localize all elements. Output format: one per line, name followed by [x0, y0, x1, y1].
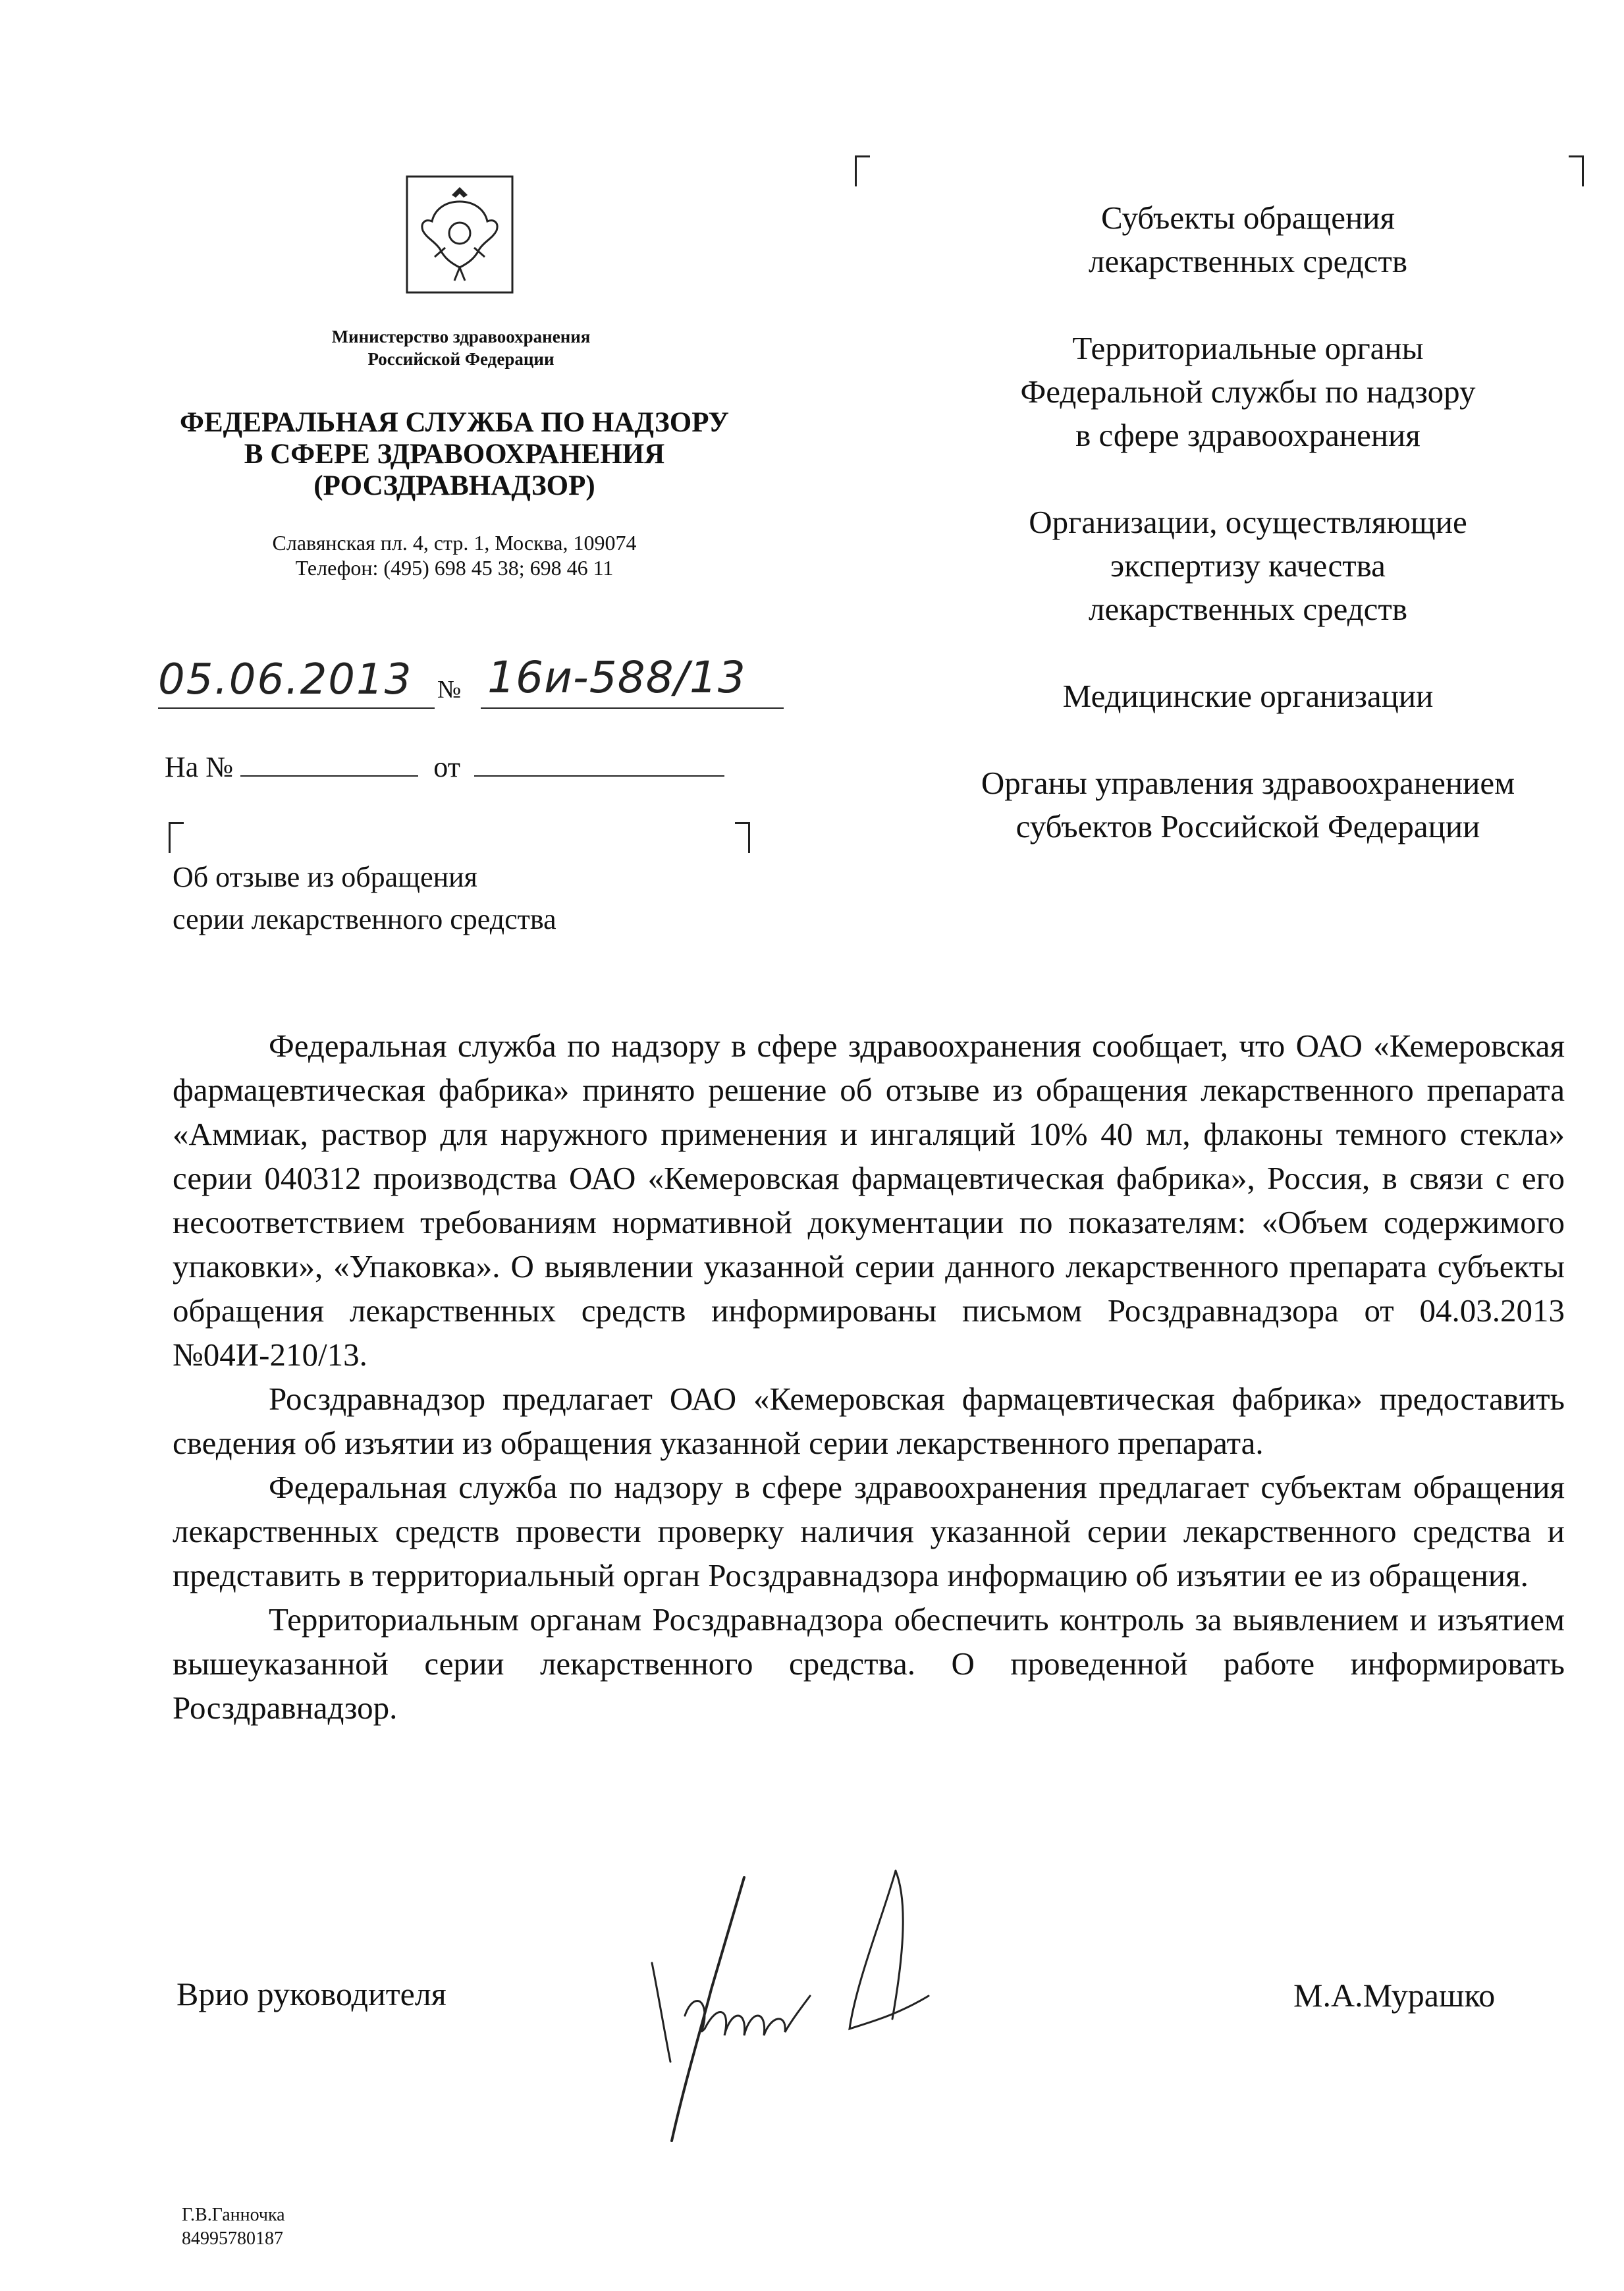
body-paragraph: Федеральная служба по надзору в сфере здравоохранения сообщает, что ОАО «Кемеровская фармацевтическая фабрика» принято решение об отзыве из обращения лекарственного препарата «Аммиак, раствор для наружного применения и ингаляций 10% 40 мл, флаконы темного стекла» серии 040312 производства ОАО «Кемеровская фармацевтическая фабрика», Россия, в связи с его несоответствием требованиям нормативной документации по показателям: «Объем содержимого упаковки», «Упаковка». О выявлении указанной серии данного лекарственного препарата субъекты обращения лекарственных средств информированы письмом Росздравнадзора от 04.03.2013 №04И-210/13.: [173, 1028, 1565, 1373]
handwritten-signature: [632, 1864, 975, 2174]
date-underline: [158, 706, 435, 710]
executor-block: [182, 2203, 285, 2251]
recipient: Органы управления здравоохранением субъектов Российской Федерации: [981, 765, 1515, 844]
address-block: [198, 530, 711, 580]
registration-date: 05.06.2013: [158, 655, 413, 704]
recipients-list: [889, 196, 1607, 892]
phone: Телефон: (495) 698 45 38; 698 46 11: [295, 556, 614, 580]
reply-number-line: [240, 752, 418, 777]
signatory-name: М.А.Мурашко: [1293, 1977, 1496, 2014]
recipient: Организации, осуществляющие экспертизу качества лекарственных средств: [1029, 504, 1467, 627]
executor-phone: 84995780187: [182, 2228, 283, 2249]
executor-name: Г.В.Ганночка: [182, 2205, 285, 2225]
russian-coat-of-arms-icon: [406, 175, 514, 294]
letter-subject: Об отзыве из обращения серии лекарственного средства: [173, 861, 556, 935]
letter-body: [173, 1024, 1565, 1730]
body-paragraph: Росздравнадзор предлагает ОАО «Кемеровская фармацевтическая фабрика» предоставить сведения об изъятии из обращения указанной серии лекарственного препарата.: [173, 1381, 1565, 1461]
reply-reference: На № от: [165, 751, 724, 784]
address: Славянская пл. 4, стр. 1, Москва, 109074: [272, 531, 637, 555]
recipients-bracket-right: [1569, 155, 1584, 186]
body-paragraph: Федеральная служба по надзору в сфере здравоохранения предлагает субъектам обращения лекарственных средств провести проверку наличия указанной серии лекарственного средства и представить в территориальный орган Росздравнадзора информацию об изъятии ее из обращения.: [173, 1469, 1565, 1593]
subject-bracket-left: [169, 822, 184, 853]
recipients-bracket-left: [855, 155, 870, 186]
number-underline: [481, 706, 784, 710]
reply-date-line: [474, 752, 724, 777]
body-paragraph: Территориальным органам Росздравнадзора обеспечить контроль за выявлением и изъятием вышеуказанной серии лекарственного средства. О проведенной работе информировать Росздравнадзор.: [173, 1601, 1565, 1726]
number-sign: №: [437, 676, 462, 704]
recipient: Субъекты обращения лекарственных средств: [1089, 200, 1407, 279]
recipient: Территориальные органы Федеральной службы по надзору в сфере здравоохранения: [1020, 330, 1476, 453]
subject-bracket-right: [735, 822, 750, 853]
signatory-position: Врио руководителя: [176, 1975, 447, 2012]
recipient: Медицинские организации: [1062, 678, 1434, 714]
registration-number: 16и-588/13: [487, 652, 746, 703]
ministry-name: Министерство здравоохранения Российской Федерации: [331, 327, 591, 369]
service-name: ФЕДЕРАЛЬНАЯ СЛУЖБА ПО НАДЗОРУ В СФЕРЕ ЗДРАВООХРАНЕНИЯ (РОСЗДРАВНАДЗОР): [180, 407, 729, 501]
